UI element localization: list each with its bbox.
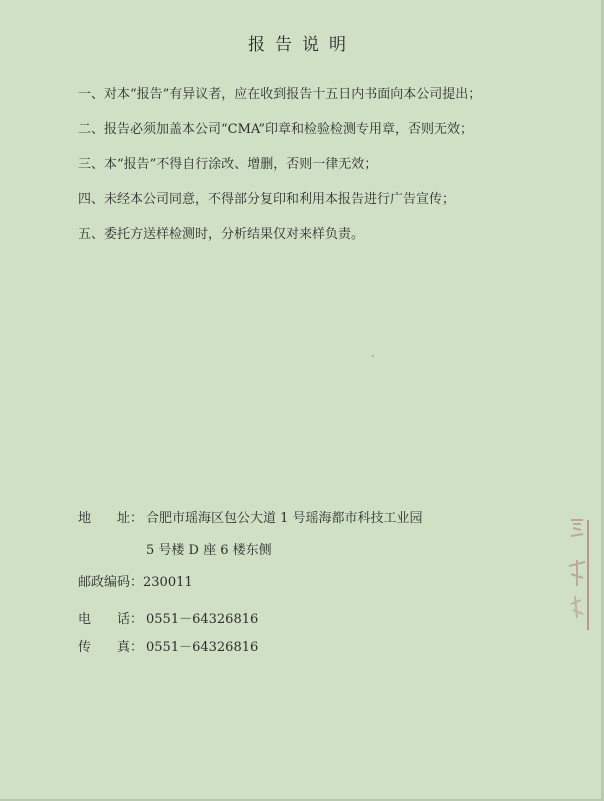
term-item: 三、本“报告”不得自行涂改、增删，否则一律无效；: [78, 157, 378, 172]
address-line1: 合肥市瑶海区包公大道 1 号瑶海都市科技工业园: [146, 511, 423, 526]
phone-row: [78, 611, 258, 629]
address-row: [78, 510, 423, 528]
term-item: 五、委托方送样检测时，分析结果仅对来样负责。: [78, 227, 365, 242]
address-line2: 5 号楼 D 座 6 楼东侧: [146, 543, 272, 558]
term-item: 二、报告必须加盖本公司“CMA”印章和检验检测专用章，否则无效；: [78, 122, 474, 137]
postcode-row: [78, 574, 193, 592]
fax-label: 传 真：: [78, 640, 144, 655]
address-label: 地 址：: [78, 511, 144, 526]
postcode-value: 230011: [143, 575, 193, 590]
terms-list: [78, 86, 548, 261]
term-item: 一、对本“报告”有异议者，应在收到报告十五日内书面向本公司提出；: [78, 87, 482, 102]
postcode-label: 邮政编码：: [78, 575, 144, 590]
phone-label: 电 话：: [78, 612, 144, 627]
seal-stamp-icon: [565, 516, 587, 632]
page-title: 报告说明: [248, 35, 356, 55]
speck: [372, 355, 374, 357]
fax-value: 0551－64326816: [146, 640, 259, 655]
term-item: 四、未经本公司同意，不得部分复印和利用本报告进行广告宣传；: [78, 192, 456, 207]
phone-value: 0551－64326816: [146, 612, 259, 627]
fax-row: [78, 639, 258, 657]
